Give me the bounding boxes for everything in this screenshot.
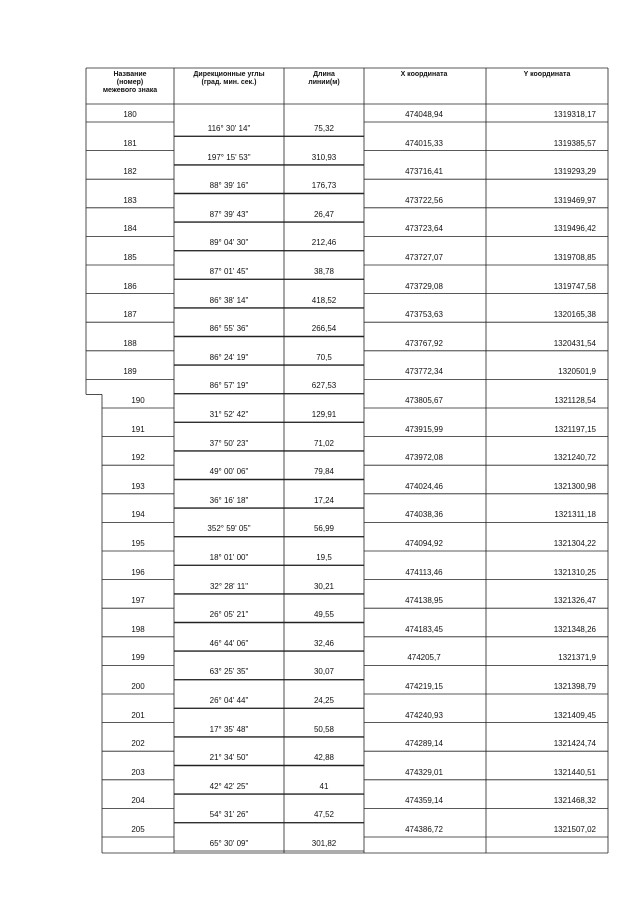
segment-length: 47,52 (313, 810, 335, 820)
segment-length: 49,55 (313, 610, 335, 620)
point-name: 200 (131, 682, 145, 691)
point-name: 194 (131, 510, 145, 520)
segment-direction-angle: 86° 24' 19" (209, 352, 249, 362)
point-name: 189 (123, 367, 137, 377)
point-y-coordinate: 1321507,02 (553, 825, 596, 834)
segment-length: 24,25 (313, 696, 335, 705)
segment-direction-angle: 65° 30' 09" (209, 839, 249, 848)
point-name: 190 (131, 396, 145, 405)
point-y-coordinate: 1321398,79 (553, 682, 596, 691)
point-y-coordinate: 1320431,54 (553, 338, 596, 348)
point-name: 186 (123, 281, 137, 291)
point-y-coordinate: 1321348,26 (553, 624, 596, 634)
point-x-coordinate: 473723,64 (405, 224, 443, 234)
segment-direction-angle: 26° 04' 44" (209, 696, 249, 705)
point-x-coordinate: 474113,46 (405, 567, 443, 577)
segment-direction-angle: 42° 42' 25" (209, 781, 249, 791)
point-name: 202 (131, 739, 145, 749)
point-y-coordinate: 1321326,47 (553, 596, 596, 606)
point-x-coordinate: 474138,95 (405, 596, 443, 606)
segment-direction-angle: 36° 16' 18" (209, 495, 249, 505)
point-x-coordinate: 473753,63 (405, 310, 443, 320)
segment-direction-angle: 32° 28' 11" (209, 581, 249, 591)
point-name: 195 (131, 539, 145, 548)
point-y-coordinate: 1321424,74 (553, 739, 596, 749)
point-name: 193 (131, 481, 145, 491)
segment-length: 26,47 (313, 209, 335, 219)
segment-length: 17,24 (313, 495, 335, 505)
point-x-coordinate: 473805,67 (405, 396, 443, 405)
segment-length: 129,91 (311, 410, 337, 419)
segment-length: 19,5 (316, 553, 332, 562)
segment-direction-angle: 49° 00' 06" (209, 467, 249, 477)
point-name: 182 (123, 167, 137, 177)
point-y-coordinate: 1319318,17 (553, 110, 596, 119)
segment-length: 212,46 (311, 238, 337, 248)
segment-length: 56,99 (313, 524, 335, 534)
point-x-coordinate: 474329,01 (405, 767, 443, 777)
point-y-coordinate: 1319293,29 (553, 167, 596, 177)
point-x-coordinate: 474094,92 (405, 539, 443, 548)
segment-direction-angle: 17° 35' 48" (209, 724, 249, 734)
segment-length: 310,93 (311, 152, 337, 162)
point-name: 201 (131, 710, 145, 720)
point-y-coordinate: 1319708,85 (553, 253, 596, 262)
segment-length: 32,46 (313, 638, 335, 648)
point-x-coordinate: 473729,08 (405, 281, 443, 291)
point-x-coordinate: 474183,45 (405, 624, 443, 634)
point-y-coordinate: 1319385,57 (553, 138, 596, 148)
segment-length: 79,84 (313, 467, 335, 477)
point-x-coordinate: 474038,36 (405, 510, 443, 520)
segment-length: 627,53 (311, 381, 337, 391)
point-y-coordinate: 1319469,97 (553, 195, 596, 205)
segment-direction-angle: 197° 15' 53" (207, 152, 251, 162)
point-x-coordinate: 474205,7 (407, 653, 441, 663)
segment-length: 266,54 (311, 324, 337, 334)
segment-direction-angle: 88° 39' 16" (209, 181, 249, 191)
segment-length: 30,21 (313, 581, 335, 591)
point-name: 205 (131, 825, 145, 834)
point-x-coordinate: 473722,56 (405, 195, 443, 205)
segment-length: 75,32 (313, 124, 335, 133)
point-x-coordinate: 473716,41 (405, 167, 443, 177)
segment-length: 30,07 (313, 667, 335, 677)
point-name: 187 (123, 310, 137, 320)
point-name: 184 (123, 224, 137, 234)
segment-direction-angle: 116° 30' 14" (207, 124, 251, 133)
point-x-coordinate: 473972,08 (405, 453, 443, 463)
point-x-coordinate: 473727,07 (405, 253, 443, 262)
point-y-coordinate: 1321311,18 (554, 510, 596, 520)
point-x-coordinate: 473767,92 (405, 338, 443, 348)
segment-direction-angle: 54° 31' 26" (209, 810, 249, 820)
point-name: 188 (123, 338, 137, 348)
point-y-coordinate: 1321240,72 (553, 453, 596, 463)
point-name: 198 (131, 624, 145, 634)
point-y-coordinate: 1320501,9 (558, 367, 596, 377)
header-y: Y координата (523, 71, 571, 78)
segment-direction-angle: 18° 01' 00" (209, 553, 249, 562)
segment-length: 176,73 (311, 181, 337, 191)
point-x-coordinate: 473772,34 (405, 367, 443, 377)
segment-direction-angle: 87° 39' 43" (209, 209, 249, 219)
point-y-coordinate: 1319747,58 (553, 281, 596, 291)
point-y-coordinate: 1321197,15 (554, 424, 596, 434)
point-name: 180 (123, 110, 137, 119)
segment-length: 418,52 (311, 295, 337, 305)
segment-direction-angle: 89° 04' 30" (209, 238, 249, 248)
point-y-coordinate: 1321440,51 (553, 767, 596, 777)
segment-length: 301,82 (311, 839, 337, 848)
point-y-coordinate: 1321371,9 (558, 653, 596, 663)
segment-direction-angle: 46° 44' 06" (209, 638, 249, 648)
segment-direction-angle: 37° 50' 23" (209, 438, 249, 448)
segment-length: 38,78 (313, 267, 335, 276)
point-y-coordinate: 1319496,42 (553, 224, 596, 234)
segment-direction-angle: 86° 38' 14" (209, 295, 249, 305)
point-name: 192 (131, 453, 145, 463)
segment-direction-angle: 86° 57' 19" (209, 381, 249, 391)
point-name: 181 (123, 138, 137, 148)
segment-direction-angle: 352° 59' 05" (207, 524, 251, 534)
header-name: Название (номер) межевого знака (102, 71, 158, 94)
segment-direction-angle: 63° 25' 35" (209, 667, 249, 677)
point-x-coordinate: 474240,93 (405, 710, 443, 720)
point-y-coordinate: 1321409,45 (553, 710, 596, 720)
point-y-coordinate: 1321304,22 (553, 539, 596, 548)
point-y-coordinate: 1321300,98 (553, 481, 596, 491)
segment-length: 70,5 (316, 352, 332, 362)
point-y-coordinate: 1321128,54 (554, 396, 596, 405)
point-name: 203 (131, 767, 145, 777)
point-name: 204 (131, 796, 145, 806)
header-angle: Дирекционные углы (град. мин. сек.) (193, 71, 265, 86)
segment-direction-angle: 21° 34' 50" (209, 753, 249, 763)
point-x-coordinate: 474289,14 (405, 739, 443, 749)
point-x-coordinate: 473915,99 (405, 424, 443, 434)
header-length: Длина линии(м) (308, 71, 340, 86)
segment-direction-angle: 87° 01' 45" (209, 267, 249, 276)
point-y-coordinate: 1321468,32 (553, 796, 596, 806)
point-x-coordinate: 474386,72 (405, 825, 443, 834)
segment-length: 42,88 (313, 753, 335, 763)
segment-length: 50,58 (313, 724, 335, 734)
point-x-coordinate: 474048,94 (405, 110, 443, 119)
point-name: 183 (123, 195, 137, 205)
point-name: 191 (131, 424, 145, 434)
segment-direction-angle: 86° 55' 36" (209, 324, 249, 334)
point-name: 199 (131, 653, 145, 663)
point-x-coordinate: 474359,14 (405, 796, 443, 806)
point-x-coordinate: 474024,46 (405, 481, 443, 491)
segment-direction-angle: 31° 52' 42" (209, 410, 249, 419)
header-x: Х координата (400, 71, 448, 78)
point-name: 197 (131, 596, 145, 606)
point-x-coordinate: 474015,33 (405, 138, 443, 148)
point-y-coordinate: 1321310,25 (553, 567, 596, 577)
segment-length: 71,02 (313, 438, 335, 448)
segment-length: 41 (319, 781, 329, 791)
point-x-coordinate: 474219,15 (405, 682, 443, 691)
point-name: 196 (131, 567, 145, 577)
point-y-coordinate: 1320165,38 (553, 310, 596, 320)
point-name: 185 (123, 253, 137, 262)
segment-direction-angle: 26° 05' 21" (209, 610, 249, 620)
